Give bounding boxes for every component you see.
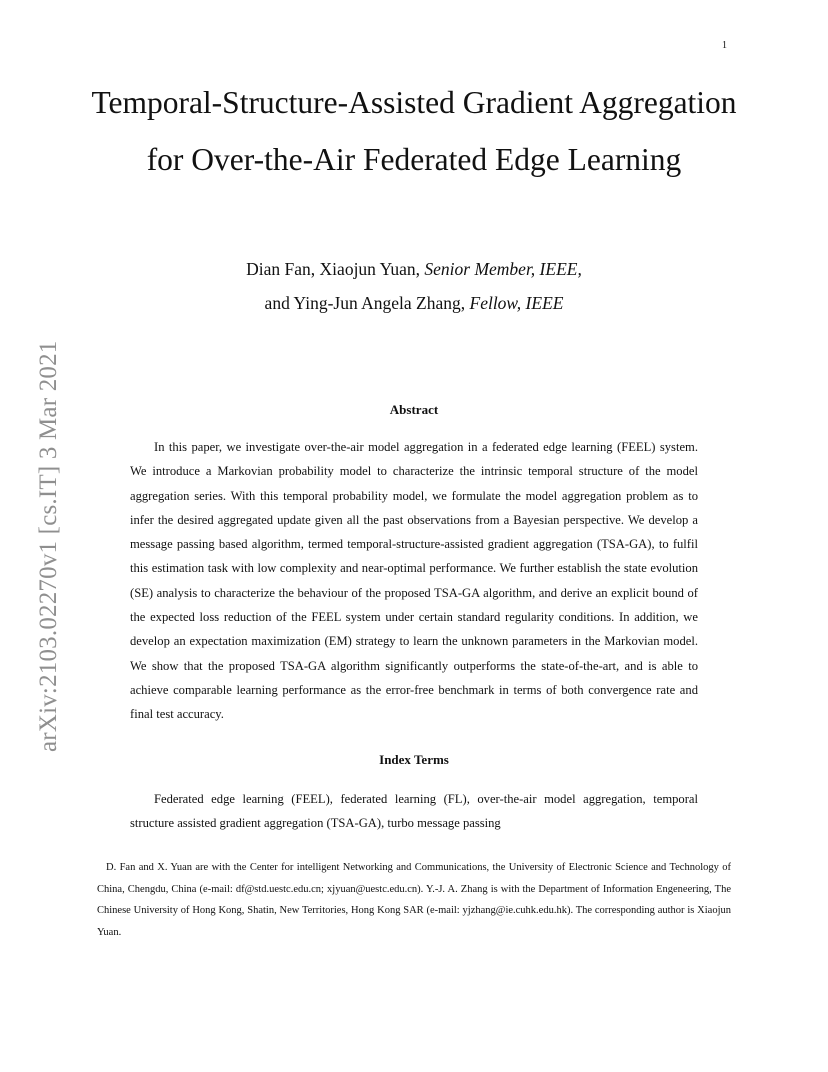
- arxiv-identifier-stamp[interactable]: arXiv:2103.02270v1 [cs.IT] 3 Mar 2021: [35, 340, 62, 752]
- author-role-2: Fellow, IEEE: [469, 293, 564, 313]
- author-names-1: Dian Fan, Xiaojun Yuan,: [246, 259, 425, 279]
- page-number: 1: [722, 40, 727, 51]
- index-terms-text: Federated edge learning (FEEL), federated learning (FL), over-the-air model aggregation, temporal structure assisted gradient aggregation (TSA-GA), turbo message passing: [130, 792, 698, 831]
- author-block: [80, 252, 748, 320]
- author-names-2: and Ying-Jun Angela Zhang,: [264, 293, 470, 313]
- abstract-heading: Abstract: [389, 402, 439, 417]
- author-line-1: [80, 252, 748, 286]
- paper-title: Temporal-Structure-Assisted Gradient Aggregation for Over-the-Air Federated Edge Learning: [91, 85, 737, 177]
- abstract-text: In this paper, we investigate over-the-air model aggregation in a federated edge learning (FEEL) system. We introduce a Markovian probability model to characterize the intrinsic temporal structure of the model aggregation series. With this temporal probability model, we formulate the model aggregation problem as to infer the desired aggregated update given all the past observations from a Bayesian perspective. We develop a message passing based algorithm, termed temporal-structure-assisted gradient aggregation (TSA-GA), to fulfil this estimation task with low complexity and near-optimal performance. We further establish the state evolution (SE) analysis to characterize the behaviour of the proposed TSA-GA algorithm, and derive an explicit bound of the expected loss reduction of the FEEL system under certain standard regularity conditions. In addition, we develop an expectation maximization (EM) strategy to learn the unknown parameters in the Markovian model. We show that the proposed TSA-GA algorithm significantly outperforms the state-of-the-art, and is able to achieve comparable learning performance as the error-free benchmark in terms of both convergence rate and final test accuracy.: [130, 440, 698, 722]
- author-role-1: Senior Member, IEEE,: [424, 259, 582, 279]
- author-affiliation-footnote: D. Fan and X. Yuan are with the Center for intelligent Networking and Communications, the University of Electronic Science and Technology of China, Chengdu, China (e-mail: df@std.uestc.edu.cn; xjyuan@uestc.edu.cn). Y.-J. A. Zhang is with the Department of Information Engeneering, The Chinese University of Hong Kong, Shatin, New Territories, Hong Kong SAR (e-mail: yjzhang@ie.cuhk.edu.hk). The corresponding author is Xiaojun Yuan.: [97, 862, 731, 938]
- index-terms-heading: Index Terms: [379, 752, 449, 767]
- author-line-2: [80, 286, 748, 320]
